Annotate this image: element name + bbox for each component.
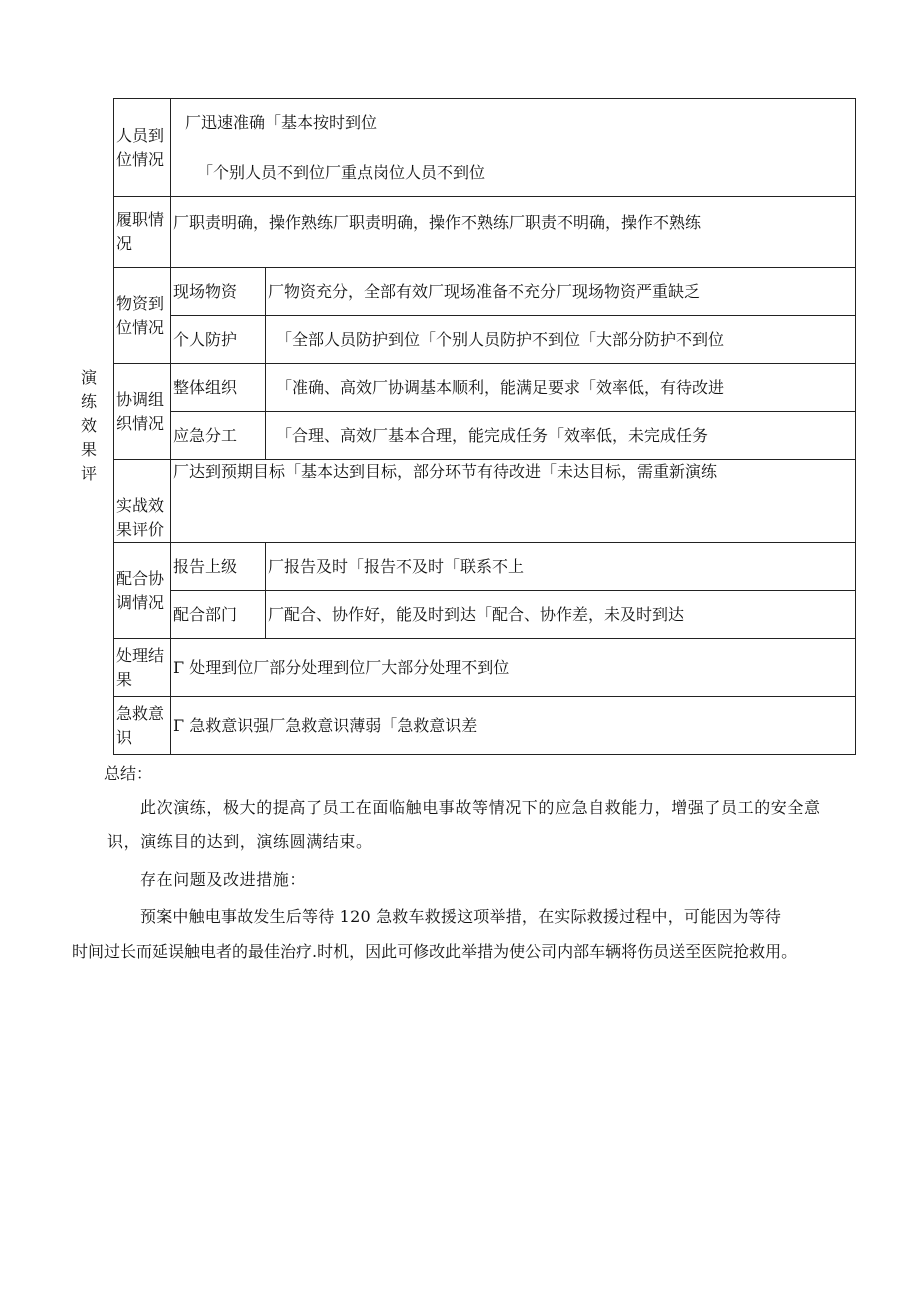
options-personal-protection: 「全部人员防护到位「个别人员防护不到位「大部分防护不到位 [266,316,856,364]
category-firstaid: 急救意 识 [114,697,171,755]
side-label-char: 练 [80,392,97,411]
sub-overall-organization: 整体组织 [171,364,266,412]
table-row-cooperation-departments [114,591,856,639]
sub-report-superior: 报告上级 [171,543,266,591]
table-row-duty [114,197,856,268]
options-report-superior: 厂报告及时「报告不及时「联系不上 [266,543,856,591]
sub-site-materials: 现场物资 [171,268,266,316]
drill-evaluation-table [113,98,856,755]
issues-paragraph-line: 预案中触电事故发生后等待 120 急救车救援这项举措，在实际救援过程中，可能因为等待 [140,907,782,926]
options-site-materials: 厂物资充分，全部有效厂现场准备不充分厂现场物资严重缺乏 [266,268,856,316]
table-row-materials-site [114,268,856,316]
category-combat: 实战效 果评价 [114,460,171,543]
options-emergency-division: 「合理、高效厂基本合理，能完成任务「效率低，未完成任务 [266,412,856,460]
table-row-coordination-division [114,412,856,460]
options-cooperating-departments: 厂配合、协作好，能及时到达「配合、协作差，未及时到达 [266,591,856,639]
side-label-char: 评 [80,464,97,483]
table-row-result [114,639,856,697]
issues-paragraph-line: 时间过长而延误触电者的最佳治疗.时机，因此可修改此举措为使公司内部车辆将伤员送至医院抢救用。 [72,942,798,961]
table-row-materials-protection [114,316,856,364]
category-materials: 物资到 位情况 [114,268,171,364]
table-row-combat [114,460,856,543]
sub-cooperating-departments: 配合部门 [171,591,266,639]
options-firstaid: Γ 急救意识强厂急救意识薄弱「急救意识差 [171,697,856,755]
table-row-personnel [114,99,856,197]
options-duty: 厂职责明确，操作熟练厂职责明确，操作不熟练厂职责不明确，操作不熟练 [171,197,856,268]
table-row-firstaid [114,697,856,755]
evaluation-side-label [78,366,100,486]
table-row-cooperation-report [114,543,856,591]
category-duty: 履职情 况 [114,197,171,268]
sub-emergency-division: 应急分工 [171,412,266,460]
issues-heading: 存在问题及改进措施： [140,870,307,889]
summary-heading: 总结： [104,764,153,783]
side-label-char: 效 [80,416,97,435]
side-label-char: 果 [80,440,97,459]
options-personnel [171,99,856,197]
category-cooperation: 配合协 调情况 [114,543,171,639]
options-overall-organization: 「准确、高效厂协调基本顺利，能满足要求「效率低，有待改进 [266,364,856,412]
options-result: Γ 处理到位厂部分处理到位厂大部分处理不到位 [171,639,856,697]
summary-paragraph-line: 此次演练，极大的提高了员工在面临触电事故等情况下的应急自救能力，增强了员工的安全意 [140,798,821,817]
category-personnel: 人员到 位情况 [114,99,171,197]
table-row-coordination-overall [114,364,856,412]
category-coordination: 协调组 织情况 [114,364,171,460]
options-line: 厂迅速准确「基本按时到位 [185,112,378,132]
sub-personal-protection: 个人防护 [171,316,266,364]
summary-paragraph-line: 识，演练目的达到，演练圆满结束。 [107,832,373,851]
options-combat: 厂达到预期目标「基本达到目标，部分环节有待改进「未达目标，需重新演练 [171,460,856,543]
side-label-char: 演 [80,368,97,387]
options-line: 「个别人员不到位厂重点岗位人员不到位 [197,162,486,182]
category-result: 处理结 果 [114,639,171,697]
